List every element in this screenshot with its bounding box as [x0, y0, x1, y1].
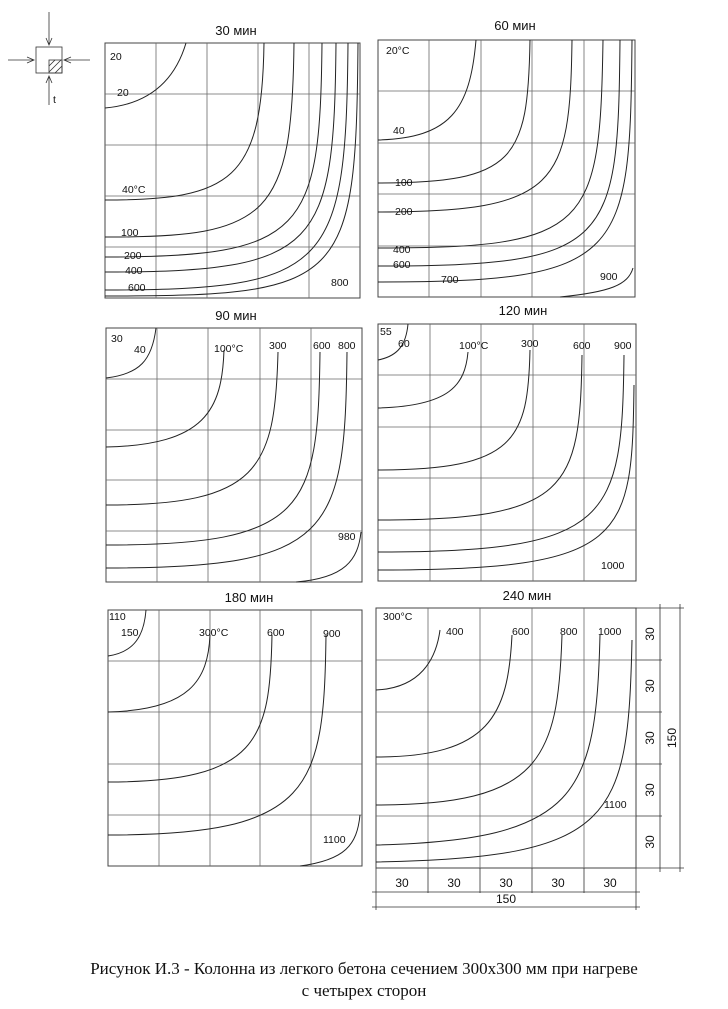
t-label: t — [53, 94, 56, 106]
dimension-label: 30 — [643, 783, 657, 797]
isotherms — [106, 328, 361, 582]
isotherm-label: 600 — [393, 259, 411, 271]
isotherm-label: 100 — [395, 177, 413, 189]
isotherm-label: 200 — [124, 250, 142, 262]
isotherm-labels — [380, 326, 632, 572]
panel-title: 90 мин — [215, 308, 257, 323]
isotherms — [378, 40, 633, 297]
dimension-label: 30 — [499, 876, 513, 890]
isotherm-label: 100°C — [459, 340, 489, 352]
isotherm-label: 200 — [395, 206, 413, 218]
arrow-right — [64, 57, 90, 63]
panel-240-min — [376, 588, 636, 868]
isotherm-labels — [110, 51, 349, 294]
isotherm-labels — [109, 611, 346, 846]
isotherm-labels — [386, 45, 618, 286]
isotherm — [378, 350, 530, 470]
isotherm-labels — [383, 611, 627, 811]
isotherm — [108, 635, 326, 835]
isotherms — [105, 43, 358, 296]
isotherm-label: 20°C — [386, 45, 410, 57]
isotherm — [376, 635, 512, 757]
isotherm-label: 900 — [614, 340, 632, 352]
dimension-label: 30 — [395, 876, 409, 890]
isotherm-label: 400 — [446, 626, 464, 638]
panel-frame — [378, 324, 636, 581]
isotherm-label: 600 — [128, 282, 146, 294]
isotherm-label: 40 — [134, 344, 146, 356]
isotherm-label: 55 — [380, 326, 392, 338]
panel-title: 30 мин — [215, 23, 257, 38]
isotherm — [108, 635, 272, 782]
isotherm-label: 60 — [398, 338, 410, 350]
panel-title: 120 мин — [498, 303, 548, 318]
isotherm — [105, 43, 294, 237]
panel-180-min — [108, 590, 362, 866]
isotherm-label: 1000 — [598, 626, 622, 638]
dimension-label: 30 — [643, 731, 657, 745]
isotherm-label: 300°C — [199, 627, 229, 639]
isotherm — [376, 640, 632, 862]
grid — [378, 40, 635, 297]
panel-60-min — [378, 18, 635, 297]
isotherm-label: 40 — [393, 125, 405, 137]
isotherm — [105, 43, 358, 296]
isotherm-label: 40°C — [122, 184, 146, 196]
isotherm — [378, 355, 582, 520]
dimension-total: 150 — [665, 727, 679, 749]
dimension-horizontal — [372, 868, 640, 910]
isotherms — [378, 324, 634, 570]
grid — [378, 324, 636, 581]
isotherm-label: 900 — [323, 628, 341, 640]
dimension-label: 30 — [643, 835, 657, 849]
panel-title: 240 мин — [502, 588, 552, 603]
isotherm — [106, 352, 320, 545]
isotherm-label: 150 — [121, 627, 139, 639]
caption-line-1: Рисунок И.3 - Колонна из легкого бетона сечением 300x300 мм при нагреве — [90, 959, 638, 978]
grid — [108, 610, 362, 866]
isotherm-label: 100°C — [214, 343, 244, 355]
isotherm — [105, 43, 336, 272]
isotherm-label: 20 — [117, 87, 129, 99]
hatch-lines — [49, 60, 62, 73]
dimension-total: 150 — [495, 892, 517, 906]
isotherm — [560, 268, 633, 297]
isotherm-label: 900 — [600, 271, 618, 283]
panel-30-min — [105, 23, 360, 298]
isotherm — [378, 352, 468, 408]
panel-120-min — [378, 303, 636, 581]
isotherm — [106, 352, 278, 505]
isotherm — [376, 635, 562, 805]
isotherm-label: 110 — [109, 611, 126, 623]
dimension-vertical — [636, 604, 684, 872]
isotherm-label: 30 — [111, 333, 123, 345]
isotherm — [378, 355, 624, 552]
legend-diagram — [8, 12, 90, 106]
isotherm-label: 800 — [331, 277, 349, 289]
panel-frame — [108, 610, 362, 866]
dimension-label: 30 — [551, 876, 565, 890]
isotherm — [105, 43, 264, 200]
isotherm — [376, 635, 600, 845]
isotherm — [378, 385, 634, 570]
panel-frame — [378, 40, 635, 297]
dimension-label: 30 — [643, 627, 657, 641]
isotherm-label: 980 — [338, 531, 356, 543]
isotherm-labels — [111, 333, 356, 543]
isotherm-label: 600 — [573, 340, 591, 352]
isotherm-label: 1000 — [601, 560, 625, 572]
panel-frame — [106, 328, 362, 582]
isotherm-label: 1100 — [323, 834, 346, 846]
isotherms — [108, 610, 360, 866]
caption-line-2: с четырех сторон — [301, 981, 427, 1000]
grid — [106, 328, 362, 582]
isotherm-label: 1100 — [604, 799, 627, 811]
isotherm-label: 400 — [125, 265, 143, 277]
isotherm-label: 800 — [338, 340, 356, 352]
isotherm-label: 800 — [560, 626, 578, 638]
isotherm-label: 600 — [313, 340, 331, 352]
isotherms — [376, 630, 632, 862]
arrow-top — [46, 12, 52, 45]
isotherm-label: 300 — [269, 340, 287, 352]
dimension-label: 30 — [643, 679, 657, 693]
panel-frame — [376, 608, 636, 868]
panel-title: 180 мин — [224, 590, 274, 605]
dimension-label: 30 — [447, 876, 461, 890]
isotherm-label: 600 — [267, 627, 285, 639]
grid — [376, 608, 636, 868]
arrow-left — [8, 57, 34, 63]
quarter-hatch — [49, 60, 62, 73]
isotherm — [378, 40, 530, 183]
dimension-label: 30 — [603, 876, 617, 890]
isotherm — [106, 350, 224, 447]
figure-caption — [0, 958, 728, 1002]
isotherm-label: 20 — [110, 51, 122, 63]
arrow-bottom — [46, 76, 52, 105]
isotherm-label: 600 — [512, 626, 530, 638]
panel-90-min — [106, 308, 362, 582]
isotherm-label: 400 — [393, 244, 411, 256]
isotherm-label: 300 — [521, 338, 539, 350]
isotherm — [105, 43, 322, 257]
panel-title: 60 мин — [494, 18, 536, 33]
isotherm-label: 700 — [441, 274, 459, 286]
isotherm-label: 300°C — [383, 611, 413, 623]
isotherm-label: 100 — [121, 227, 139, 239]
